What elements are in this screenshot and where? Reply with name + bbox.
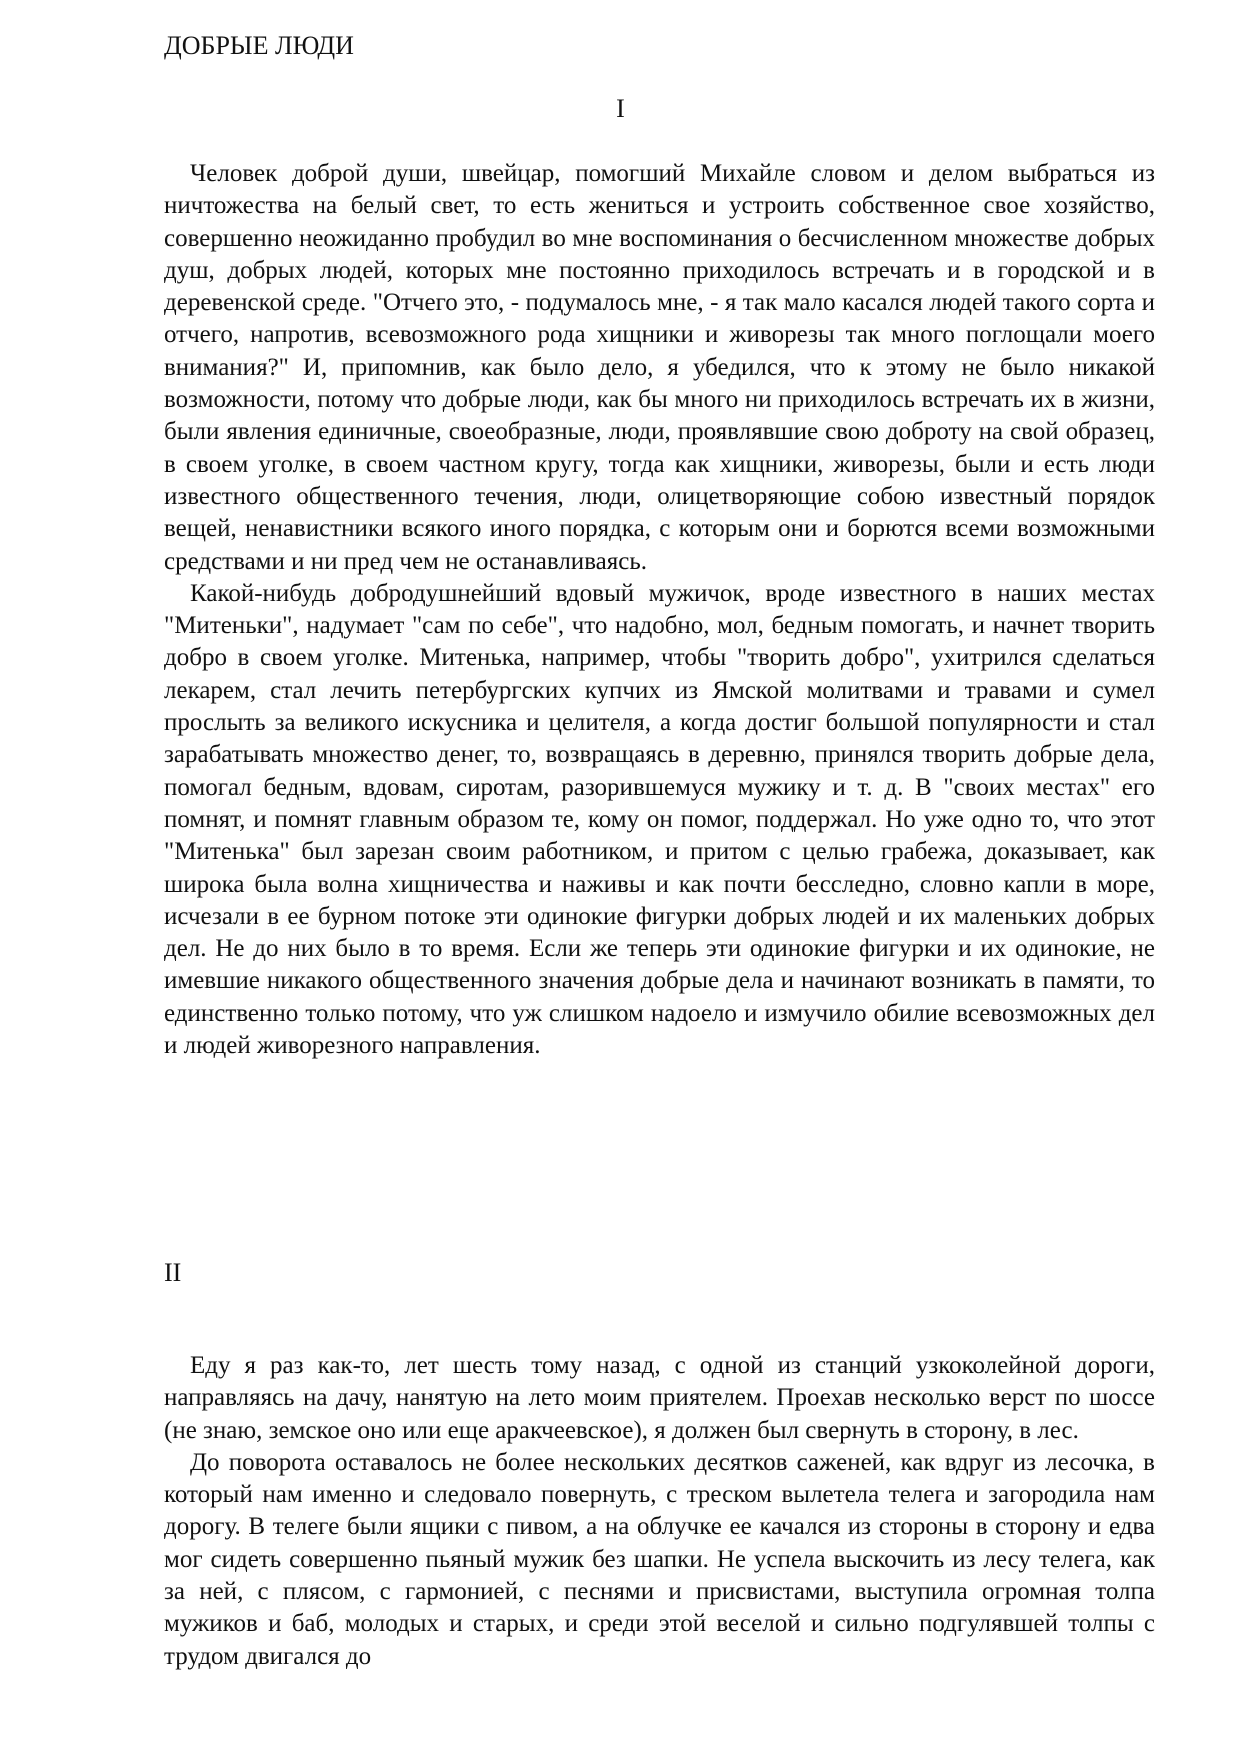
chapter-heading-1: I	[616, 94, 625, 123]
chapter-2-text	[164, 1350, 1155, 1673]
chapter-1-text	[164, 158, 1155, 1062]
document-title: ДОБРЫЕ ЛЮДИ	[164, 31, 354, 60]
paragraph: До поворота оставалось не более нескольких десятков саженей, как вдруг из лесочка, в который нам именно и следовало повернуть, с треском вылетела телега и загородила нам дорогу. В телеге были ящики с пивом, а на облучке ее качался из стороны в сторону и едва мог сидеть совершенно пьяный мужик без шапки. Не успела выскочить из лесу телега, как за ней, с плясом, с гармонией, с песнями и присвистами, выступила огромная толпа мужиков и баб, молодых и старых, и среди этой веселой и сильно подгулявшей толпы с трудом двигался до	[164, 1448, 1155, 1670]
paragraph: Какой-нибудь добродушнейший вдовый мужичок, вроде известного в наших местах "Митеньки", надумает "сам по себе", что надобно, мол, бедным помогать, и начнет творить добро в своем уголке. Митенька, например, чтобы "творить добро", ухитрился сделаться лекарем, стал лечить петербургских купчих из Ямской молитвами и травами и сумел прослыть за великого искусника и целителя, а когда достиг большой популярности и стал зарабатывать множество денег, то, возвращаясь в деревню, принялся творить добрые дела, помогал бедным, вдовам, сиротам, разорившемуся мужику и т. д. В "своих местах" его помнят, и помнят главным образом те, кому он помог, поддержал. Но уже одно то, что этот "Митенька" был зарезан своим работником, и притом с целью грабежа, доказывает, как широка была волна хищничества и наживы и как почти бесследно, словно капли в море, исчезали в ее бурном потоке эти одинокие фигурки добрых людей и их маленьких добрых дел. Не до них было в то время. Если же теперь эти одинокие фигурки и их одинокие, не имевшие никакого общественного значения добрые дела и начинают возникать в памяти, то единственно только потому, что уж слишком надоело и измучило обилие всевозможных дел и людей живорезного направления.	[164, 579, 1155, 1060]
paragraph: Еду я раз как-то, лет шесть тому назад, с одной из станций узкоколейной дороги, направляясь на дачу, нанятую на лето моим приятелем. Проехав несколько верст по шоссе (не знаю, земское оно или еще аракчеевское), я должен был свернуть в сторону, в лес.	[164, 1352, 1155, 1444]
chapter-heading-2: II	[164, 1258, 182, 1287]
paragraph: Человек доброй души, швейцар, помогший Михайле словом и делом выбраться из ничтожества на белый свет, то есть жениться и устроить собственное свое хозяйство, совершенно неожиданно пробудил во мне воспоминания о бесчисленном множестве добрых душ, добрых людей, которых мне постоянно приходилось встречать и в городской и в деревенской среде. "Отчего это, - подумалось мне, - я так мало касался людей такого сорта и отчего, напротив, всевозможного рода хищники и живорезы так много поглощали моего внимания?" И, припомнив, как было дело, я убедился, что к этому не было никакой возможности, потому что добрые люди, как бы много ни приходилось встречать их в жизни, были явления единичные, своеобразные, люди, проявлявшие свою доброту на свой образец, в своем уголке, в своем частном кругу, тогда как хищники, живорезы, были и есть люди известного общественного течения, люди, олицетворяющие собою известный порядок вещей, ненавистники всякого иного порядка, с которым они и борются всеми возможными средствами и ни пред чем не останавливаясь.	[164, 160, 1155, 575]
